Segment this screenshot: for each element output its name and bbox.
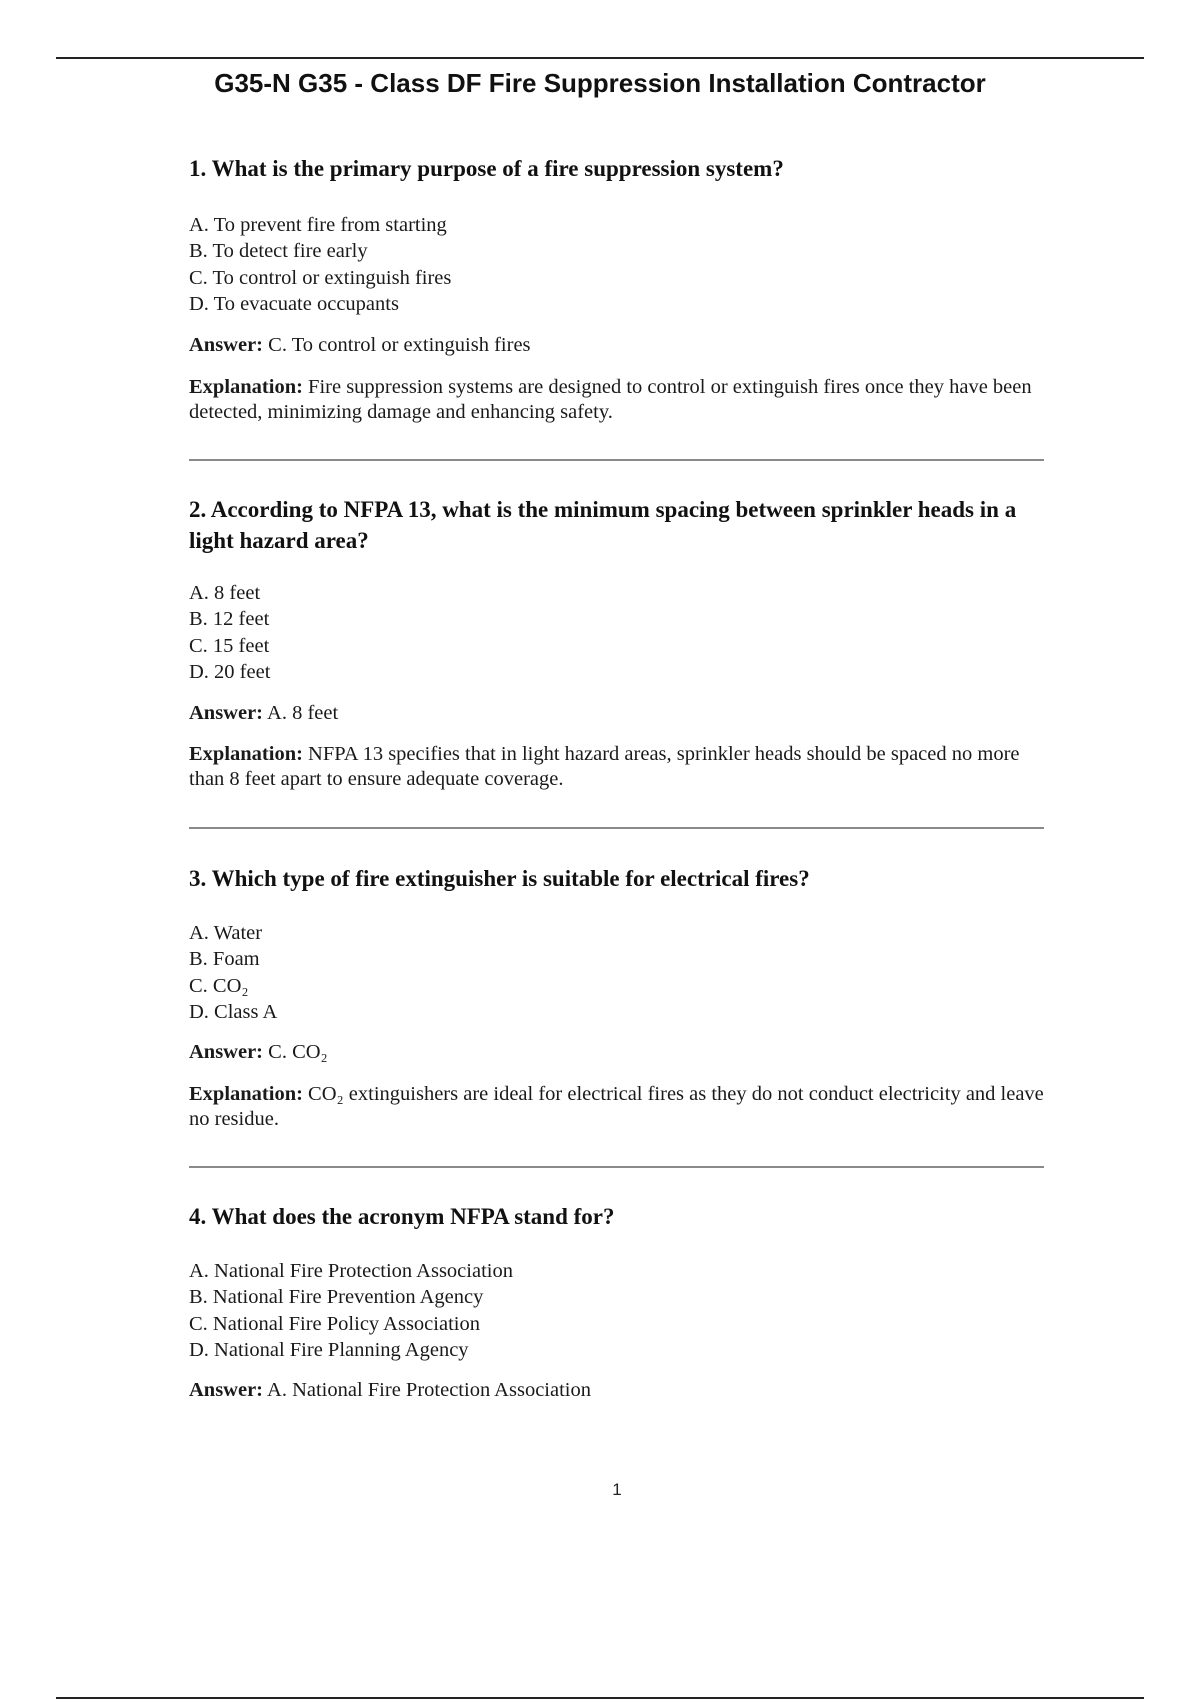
explanation-text: Fire suppression systems are designed to control or extinguish fires once they have been detected, minimizing damage and enhancing safety. (189, 376, 1032, 423)
question-divider (189, 827, 1044, 829)
question-divider (189, 1166, 1044, 1168)
question-1-answer (189, 333, 1044, 358)
page-number: 1 (612, 1480, 622, 1499)
question-4-option-c: C. National Fire Policy Association (189, 1312, 480, 1335)
question-1-option-b: B. To detect fire early (189, 240, 368, 263)
question-4-title: 4. What does the acronym NFPA stand for? (189, 1204, 615, 1229)
question-1-options (189, 212, 1044, 317)
question-3-option-a: A. Water (189, 922, 263, 944)
question-1-option-d: D. To evacuate occupants (189, 292, 399, 315)
question-2-option-d: D. 20 feet (189, 660, 271, 683)
question-2-option-b: B. 12 feet (189, 608, 270, 631)
answer-text: A. 8 feet (267, 702, 339, 724)
question-1-option-a: A. To prevent fire from starting (189, 214, 447, 236)
explanation-label: Explanation: (189, 1083, 303, 1105)
document-title: G35-N G35 - Class DF Fire Suppression Installation Contractor (214, 68, 986, 98)
explanation-text: NFPA 13 specifies that in light hazard areas, sprinkler heads should be spaced no more than 8 feet apart to ensure adequate coverage. (189, 743, 1020, 790)
question-3-title: 3. Which type of fire extinguisher is suitable for electrical fires? (189, 866, 810, 891)
question-1-option-c: C. To control or extinguish fires (189, 266, 452, 289)
explanation-label: Explanation: (189, 743, 303, 765)
answer-label: Answer: (189, 1041, 264, 1063)
question-3-explanation (189, 1082, 1044, 1132)
top-rule (56, 57, 1144, 59)
question-1-title: 1. What is the primary purpose of a fire suppression system? (189, 156, 784, 181)
answer-text: C. CO₂ (268, 1041, 328, 1063)
explanation-text: CO₂ extinguishers are ideal for electrical fires as they do not conduct electricity and leave no residue. (189, 1083, 1044, 1130)
question-2-title: 2. According to NFPA 13, what is the minimum spacing between sprinkler heads in a light hazard area? (189, 497, 1017, 553)
question-2-options (189, 580, 1044, 685)
answer-text: A. National Fire Protection Association (267, 1379, 591, 1401)
question-4-option-b: B. National Fire Prevention Agency (189, 1286, 484, 1309)
question-4-option-d: D. National Fire Planning Agency (189, 1338, 469, 1361)
question-2-option-a: A. 8 feet (189, 582, 261, 604)
question-4-options (189, 1258, 1044, 1363)
bottom-rule (56, 1697, 1144, 1699)
explanation-label: Explanation: (189, 376, 303, 398)
answer-text: C. To control or extinguish fires (268, 334, 531, 356)
answer-label: Answer: (189, 1379, 264, 1401)
question-3-option-c: C. CO₂ (189, 974, 249, 997)
question-3-options (189, 920, 1044, 1025)
question-2-answer (189, 701, 1044, 726)
question-3-option-d: D. Class A (189, 1000, 278, 1023)
question-1-explanation (189, 375, 1044, 425)
question-2-explanation (189, 742, 1044, 792)
question-2-option-c: C. 15 feet (189, 634, 270, 657)
question-4-option-a: A. National Fire Protection Association (189, 1260, 513, 1282)
question-divider (189, 459, 1044, 461)
question-3-answer (189, 1040, 1044, 1065)
question-4-answer (189, 1378, 1044, 1403)
question-3-option-b: B. Foam (189, 948, 260, 971)
answer-label: Answer: (189, 702, 264, 724)
answer-label: Answer: (189, 334, 264, 356)
